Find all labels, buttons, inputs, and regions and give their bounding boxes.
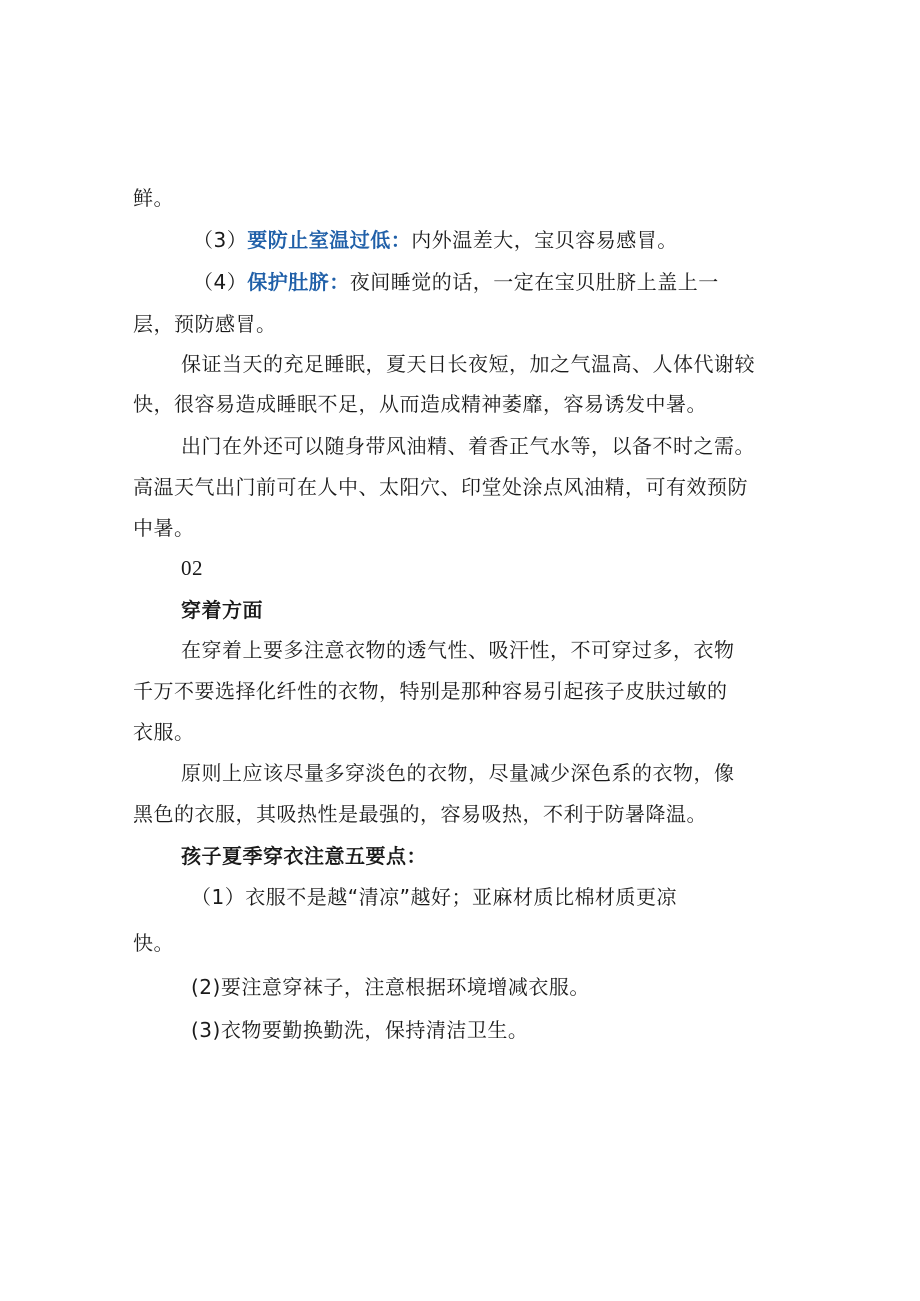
text: 中暑。 — [133, 516, 195, 540]
item-number: （3） — [193, 228, 248, 252]
text: (3)衣物要勤换勤洗，保持清洁卫生。 — [191, 1018, 529, 1042]
text: 鲜。 — [133, 186, 174, 210]
paragraph-line — [133, 800, 707, 828]
text: （1）衣服不是越“清凉”越好；亚麻材质比棉材质更凉 — [191, 885, 677, 909]
paragraph-line — [181, 759, 735, 787]
paragraph-line — [133, 514, 195, 542]
paragraph-line — [133, 718, 195, 746]
list-item-1 — [191, 883, 677, 911]
paragraph-line — [181, 432, 755, 460]
paragraph-line — [181, 350, 755, 378]
item-number: （4） — [193, 270, 248, 294]
paragraph-line — [133, 310, 277, 338]
text: 快，很容易造成睡眠不足，从而造成精神萎靡，容易诱发中暑。 — [133, 392, 707, 416]
text: 穿着方面 — [181, 598, 263, 622]
paragraph-line — [133, 929, 174, 957]
list-item-3 — [193, 226, 678, 254]
paragraph-line — [133, 184, 174, 212]
text: 衣服。 — [133, 720, 195, 744]
text: 层，预防感冒。 — [133, 312, 277, 336]
text: 高温天气出门前可在人中、太阳穴、印堂处涂点风油精，可有效预防 — [133, 475, 748, 499]
paragraph-line — [133, 677, 728, 705]
paragraph-line — [181, 636, 735, 664]
text: 在穿着上要多注意衣物的透气性、吸汗性，不可穿过多，衣物 — [181, 638, 735, 662]
list-item-3b — [191, 1016, 528, 1044]
list-item-4 — [193, 268, 719, 296]
section-heading — [181, 596, 263, 624]
text: 夜间睡觉的话，一定在宝贝肚脐上盖上一 — [349, 270, 719, 294]
text: 保证当天的充足睡眠，夏天日长夜短，加之气温高、人体代谢较 — [181, 352, 755, 376]
paragraph-line — [133, 390, 707, 418]
highlight-heading: 保护肚脐： — [247, 270, 350, 294]
section-number — [181, 554, 203, 582]
text: 孩子夏季穿衣注意五要点： — [181, 844, 427, 868]
paragraph-line — [133, 473, 748, 501]
highlight-heading: 要防止室温过低： — [247, 228, 412, 252]
text: 出门在外还可以随身带风油精、着香正气水等，以备不时之需。 — [181, 434, 755, 458]
list-item-2 — [191, 973, 590, 1001]
text: 千万不要选择化纤性的衣物，特别是那种容易引起孩子皮肤过敏的 — [133, 679, 728, 703]
subsection-heading — [181, 842, 427, 870]
text: (2)要注意穿袜子，注意根据环境增减衣服。 — [191, 975, 590, 999]
text: 黑色的衣服，其吸热性是最强的，容易吸热，不利于防暑降温。 — [133, 802, 707, 826]
text: 内外温差大，宝贝容易感冒。 — [411, 228, 678, 252]
text: 快。 — [133, 931, 174, 955]
text: 02 — [181, 556, 203, 580]
text: 原则上应该尽量多穿淡色的衣物，尽量减少深色系的衣物，像 — [181, 761, 735, 785]
